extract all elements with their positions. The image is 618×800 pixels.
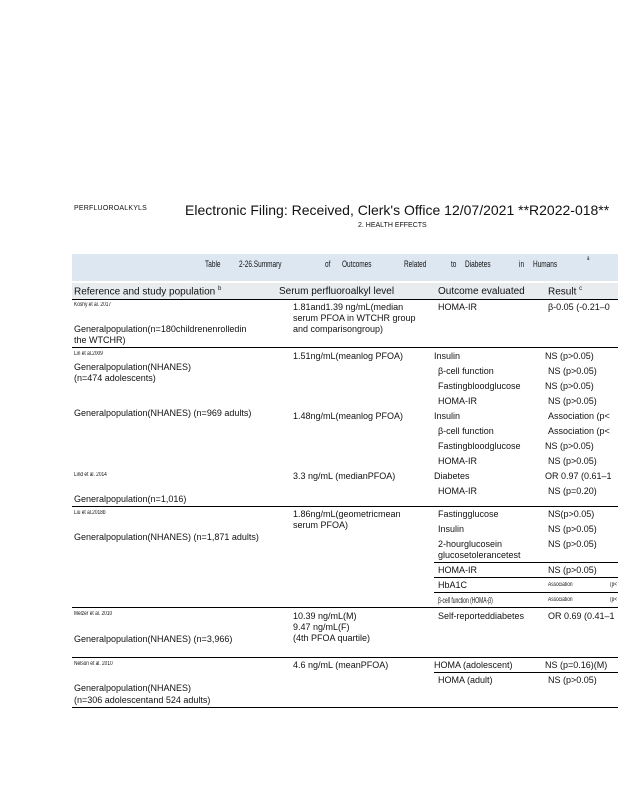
col-header-reference: Reference and study population $^b$ [74,286,222,298]
result-tail: (p< [610,582,618,588]
title-word: of [325,259,331,269]
section-heading: 2. HEALTH EFFECTS [358,222,427,229]
outcome: Fastingglucose [438,509,499,519]
title-footnote-mark: a [587,256,590,262]
serum-level: 1.86ng/mL(geometricmean [293,509,401,519]
result: NS (p>0.05) [545,441,594,451]
running-header: PERFLUOROALKYLS [74,205,148,212]
serum-level: 1.51ng/mL(meanlog PFOA) [293,351,404,361]
col-header-outcome: Outcome evaluated [438,286,525,297]
result: β-0.05 (-0.21–0 [548,302,610,312]
sub-rule [434,577,618,578]
outcome: HOMA-IR [438,456,477,466]
outcome: β-cell function [438,426,494,436]
study-citation: Liu et al.2018b [74,510,106,516]
outcome: HOMA-IR [438,565,477,575]
serum-level: and comparisongroup) [293,324,384,334]
outcome: Fastingbloodglucose [438,441,521,451]
title-word: to [451,259,457,269]
title-word: in [519,259,525,269]
result: OR 0.69 (0.41–1 [548,611,615,621]
sub-rule [434,592,618,593]
study-population: Generalpopulation(NHANES) (n=3,966) [74,634,233,644]
result: NS (p>0.05) [548,565,597,575]
study-citation: Melzer et al. 2010 [74,611,113,617]
outcome: HOMA (adult) [438,675,493,685]
study-population: Generalpopulation(NHANES) [74,683,192,693]
outcome: Fastingbloodglucose [438,381,521,391]
result: NS (p>0.05) [548,396,597,406]
row-rule [72,506,618,507]
study-population: Generalpopulation(n=1,016) [74,494,187,504]
sub-rule [434,672,618,673]
outcome: β-cell function (HOMA-β) [438,596,493,605]
serum-level: 9.47 ng/mL(F) [293,622,350,632]
outcome: 2-hourglucosein [438,539,503,549]
outcome: β-cell function [438,366,494,376]
outcome: glucosetolerancetest [438,550,521,560]
outcome: Insulin [434,411,461,421]
serum-level: serum PFOA) [293,520,349,530]
result: NS (p=0.20) [548,486,597,496]
result: NS (p>0.05) [545,381,594,391]
result: NS (p>0.05) [548,366,597,376]
result: NS (p>0.05) [548,539,597,549]
study-population: Generalpopulation(NHANES) (n=1,871 adults) [74,532,259,542]
row-rule [72,347,618,348]
study-population: Generalpopulation(NHANES) [74,362,192,372]
study-population: (n=306 adolescentand 524 adults) [74,695,211,705]
title-word: Outcomes [342,259,372,269]
result: Association (p< [548,426,610,436]
outcome: Insulin [438,524,465,534]
sub-rule [434,562,618,563]
result: Association [548,597,573,603]
outcome: HbA1C [438,580,468,590]
study-population: Generalpopulation(NHANES) (n=969 adults) [74,408,252,418]
row-rule [72,707,618,708]
study-population: (n=474 adolescents) [74,373,156,383]
outcome: HOMA-IR [438,302,477,312]
serum-level: serum PFOA in WTCHR group [293,313,416,323]
study-citation: Lin et al.2009 [74,351,103,357]
result: Association [548,582,573,588]
result: NS (p>0.05) [548,675,597,685]
row-rule [72,657,618,658]
study-population: Generalpopulation(n=180childrenenrolledin [74,324,247,334]
result: OR 0.97 (0.61–1 [545,471,612,481]
title-word: Related [404,259,427,269]
title-word: Humans [533,259,558,269]
result: NS (p>0.05) [548,456,597,466]
table-title [72,254,618,281]
study-citation: Lind et al. 2014 [74,472,107,478]
result: NS (p>0.05) [545,351,594,361]
header-rule [72,299,618,300]
row-rule [72,607,618,608]
col-header-serum: Serum perfluoroalkyl level [279,286,395,297]
title-word: Diabetes [465,259,491,269]
title-word: 2-26.Summary [239,259,282,269]
study-population: the WTCHR) [74,335,126,345]
serum-level: 1.48ng/mL(meanlog PFOA) [293,411,404,421]
study-citation: Nelson et al. 2010 [74,661,113,667]
filing-stamp: Electronic Filing: Received, Clerk's Office 12/07/2021 **R2022-018** [185,202,610,218]
outcome: HOMA-IR [438,486,477,496]
serum-level: (4th PFOA quartile) [293,633,371,643]
study-citation: Koshy et al. 2017 [74,302,112,308]
serum-level: 1.81and1.39 ng/mL(median [293,302,404,312]
serum-level: 10.39 ng/mL(M) [293,611,357,621]
title-word: Table [205,259,221,269]
result: NS (p>0.05) [548,524,597,534]
outcome: Diabetes [434,471,470,481]
col-header-result: Result $^c$ [548,286,583,298]
table-header-row [72,283,618,299]
result: NS(p>0.05) [548,509,595,519]
result: Association (p< [548,411,610,421]
outcome: Insulin [434,351,461,361]
result: NS (p=0.16)(M) [545,660,608,670]
serum-level: 3.3 ng/mL (medianPFOA) [293,471,396,481]
serum-level: 4.6 ng/mL (meanPFOA) [293,660,389,670]
result-tail: (p< [610,597,618,603]
outcome: HOMA-IR [438,396,477,406]
outcome: HOMA (adolescent) [434,660,513,670]
outcome: Self-reporteddiabetes [438,611,525,621]
